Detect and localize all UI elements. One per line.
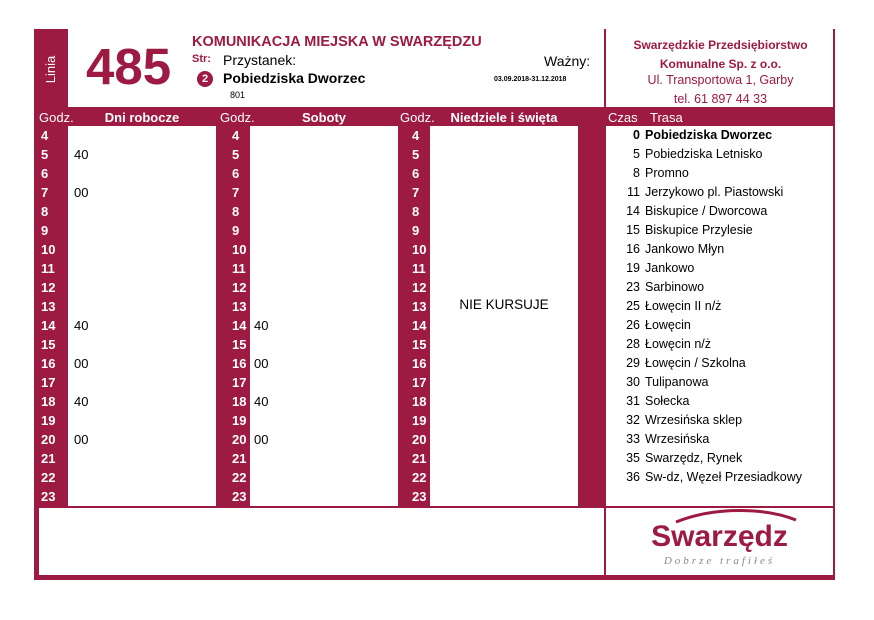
weekday-hour: 8 — [41, 204, 49, 219]
weekday-hour: 9 — [41, 223, 49, 238]
weekday-minute: 40 — [74, 147, 89, 162]
company-divider — [604, 29, 606, 107]
route-stop-name: Sw-dz, Węzeł Przesiadkowy — [645, 470, 802, 484]
trasa-header: Trasa — [650, 110, 683, 125]
saturday-hour: 4 — [232, 128, 240, 143]
route-stop-name: Swarzędz, Rynek — [645, 451, 743, 465]
route-stop — [606, 468, 802, 487]
sunday-minutes-column — [430, 126, 578, 506]
company-line1: Swarzędzkie Przedsiębiorstwo — [633, 38, 808, 52]
saturday-hour: 15 — [232, 337, 247, 352]
saturday-hour: 11 — [232, 261, 246, 276]
czas-header: Czas — [608, 110, 638, 125]
route-stop-name: Łowęcin / Szkolna — [645, 356, 746, 370]
sunday-hour: 12 — [412, 280, 427, 295]
route-stop-name: Pobiedziska Letnisko — [645, 147, 763, 161]
weekday-hour: 18 — [41, 394, 56, 409]
route-stop — [606, 278, 704, 297]
weekday-hour: 14 — [41, 318, 56, 333]
saturday-hour: 6 — [232, 166, 240, 181]
saturday-hour: 20 — [232, 432, 247, 447]
route-stop — [606, 145, 762, 164]
weekday-hour: 10 — [41, 242, 56, 257]
przystanek-label: Przystanek: — [223, 52, 297, 68]
saturday-minutes-column — [250, 126, 398, 506]
route-stop — [606, 202, 767, 221]
route-stop-time: 26 — [626, 318, 640, 332]
weekday-minute: 00 — [74, 432, 89, 447]
weekday-minute: 00 — [74, 356, 89, 371]
line-label: Linia — [43, 55, 59, 83]
route-stop-name: Biskupice / Dworcowa — [645, 204, 768, 218]
company-address: Ul. Transportowa 1, Garby — [647, 73, 794, 87]
saturday-hour: 13 — [232, 299, 247, 314]
weekday-hour: 15 — [41, 337, 56, 352]
route-stop — [606, 126, 772, 145]
weekday-minute: 40 — [74, 318, 89, 333]
valid-dates: 03.09.2018-31.12.2018 — [494, 76, 567, 83]
route-stop-name: Łowęcin n/ż — [645, 337, 712, 351]
valid-label: Ważny: — [544, 53, 591, 69]
route-stop — [606, 354, 746, 373]
saturday-hour: 14 — [232, 318, 247, 333]
timetable-frame — [34, 29, 835, 580]
route-stop-time: 28 — [626, 337, 640, 351]
saturday-minute: 00 — [254, 432, 269, 447]
company-line2: Komunalne Sp. z o.o. — [659, 57, 782, 71]
route-stop-time: 5 — [633, 147, 640, 161]
weekday-hour: 16 — [41, 356, 56, 371]
route-stop-time: 23 — [626, 280, 640, 294]
weekday-hour: 7 — [41, 185, 49, 200]
sunday-hour: 19 — [412, 413, 427, 428]
route-stop-time: 25 — [626, 299, 640, 313]
weekday-hour: 5 — [41, 147, 49, 162]
route-stop — [606, 183, 783, 202]
route-stop-time: 14 — [626, 204, 640, 218]
route-stop-time: 0 — [633, 128, 640, 142]
weekday-hour: 6 — [41, 166, 49, 181]
sunday-hour: 22 — [412, 470, 427, 485]
sunday-hour: 6 — [412, 166, 420, 181]
weekday-minute: 00 — [74, 185, 89, 200]
route-stop-time: 36 — [626, 470, 640, 484]
route-stop — [606, 221, 753, 240]
sunday-header: Niedziele i święta — [450, 110, 558, 125]
route-stop-name: Pobiedziska Dworzec — [645, 128, 773, 142]
route-stop-name: Jankowo — [645, 261, 695, 275]
route-stop-name: Promno — [645, 166, 689, 180]
route-stop-name: Sarbinowo — [645, 280, 705, 294]
weekday-hour: 21 — [41, 451, 56, 466]
sunday-hour: 23 — [412, 489, 427, 504]
weekday-hour: 20 — [41, 432, 56, 447]
saturday-hour: 9 — [232, 223, 240, 238]
route-stop-name: Łowęcin II n/ż — [645, 299, 722, 313]
route-stop-time: 15 — [626, 223, 640, 237]
route-stop-name: Wrzesińska sklep — [645, 413, 743, 427]
route-stop — [606, 430, 709, 449]
route-stop-time: 30 — [626, 375, 640, 389]
route-stop-time: 31 — [626, 394, 640, 408]
sunday-note: NIE KURSUJE — [459, 297, 549, 312]
weekday-header: Dni robocze — [104, 110, 180, 125]
sunday-hour: 14 — [412, 318, 427, 333]
route-stop-name: Jerzykowo pl. Piastowski — [645, 185, 784, 199]
stop-name: Pobiedziska Dworzec — [223, 70, 366, 86]
stop-code: 801 — [230, 90, 246, 100]
route-stop-name: Sołecka — [645, 394, 690, 408]
direction-badge: 2 — [197, 71, 213, 87]
route-stop — [606, 335, 711, 354]
notes-panel — [39, 508, 604, 575]
route-stop-name: Biskupice Przylesie — [645, 223, 753, 237]
sunday-hour: 11 — [412, 261, 426, 276]
sunday-hour: 9 — [412, 223, 420, 238]
weekday-hour: 12 — [41, 280, 56, 295]
logo-tagline: Dobrze trafiłeś — [663, 555, 776, 567]
weekday-hour: 4 — [41, 128, 49, 143]
saturday-hour: 21 — [232, 451, 247, 466]
saturday-hour: 22 — [232, 470, 247, 485]
route-stop-time: 19 — [626, 261, 640, 275]
weekday-hour: 19 — [41, 413, 56, 428]
weekday-hour: 17 — [41, 375, 56, 390]
route-stop — [606, 411, 742, 430]
sunday-hour: 17 — [412, 375, 427, 390]
weekday-hour: 23 — [41, 489, 56, 504]
route-stop-name: Łowęcin — [645, 318, 691, 332]
saturday-hour: 8 — [232, 204, 240, 219]
weekday-hour: 22 — [41, 470, 56, 485]
route-stop-time: 11 — [627, 185, 640, 199]
saturday-header: Soboty — [301, 110, 347, 125]
sunday-hour: 18 — [412, 394, 427, 409]
saturday-hour: 19 — [232, 413, 247, 428]
weekday-minutes-column — [68, 126, 216, 506]
sunday-hour: 15 — [412, 337, 427, 352]
logo-panel — [606, 508, 833, 575]
route-stop — [606, 259, 694, 278]
company-phone: tel. 61 897 44 33 — [673, 92, 768, 106]
route-stop-time: 32 — [626, 413, 640, 427]
weekday-hour: 11 — [41, 261, 55, 276]
line-number: 485 — [86, 38, 172, 95]
sunday-hour: 21 — [412, 451, 427, 466]
route-stop — [606, 164, 689, 183]
route-stop — [606, 297, 721, 316]
saturday-minute: 40 — [254, 318, 269, 333]
sunday-hour-header: Godz. — [400, 110, 435, 125]
header-title: KOMUNIKACJA MIEJSKA W SWARZĘDZU — [192, 34, 482, 50]
route-stop — [606, 240, 724, 259]
saturday-hour: 10 — [232, 242, 247, 257]
weekday-hour: 13 — [41, 299, 56, 314]
route-stop-time: 8 — [633, 166, 640, 180]
route-stop-name: Jankowo Młyn — [645, 242, 725, 256]
saturday-hour: 16 — [232, 356, 247, 371]
company-name — [608, 36, 833, 74]
saturday-hour-header: Godz. — [220, 110, 255, 125]
str-label: Str: — [192, 53, 211, 65]
route-stop-time: 16 — [626, 242, 640, 256]
route-stop — [606, 316, 691, 335]
weekday-hour-header: Godz. — [39, 110, 74, 125]
saturday-minute: 40 — [254, 394, 269, 409]
route-stop — [606, 392, 689, 411]
saturday-hour: 12 — [232, 280, 247, 295]
route-stop — [606, 373, 708, 392]
route-stop-name: Tulipanowa — [645, 375, 709, 389]
sunday-hour: 16 — [412, 356, 427, 371]
saturday-hour: 5 — [232, 147, 240, 162]
logo-name: Swarzędz — [651, 520, 788, 553]
weekday-minute: 40 — [74, 394, 89, 409]
sunday-hour: 8 — [412, 204, 420, 219]
saturday-hour: 18 — [232, 394, 247, 409]
route-stop-name: Wrzesińska — [645, 432, 710, 446]
route-stop-time: 29 — [626, 356, 640, 370]
sunday-hour: 13 — [412, 299, 427, 314]
saturday-hour: 7 — [232, 185, 240, 200]
route-stop — [606, 449, 742, 468]
route-stop-time: 33 — [626, 432, 640, 446]
sunday-hour: 5 — [412, 147, 420, 162]
route-stop-time: 35 — [626, 451, 640, 465]
header-panel — [68, 29, 833, 107]
saturday-hour: 23 — [232, 489, 247, 504]
sunday-hour: 4 — [412, 128, 420, 143]
saturday-hour: 17 — [232, 375, 247, 390]
saturday-minute: 00 — [254, 356, 269, 371]
sunday-hour: 20 — [412, 432, 427, 447]
sunday-hour: 10 — [412, 242, 427, 257]
sunday-hour: 7 — [412, 185, 420, 200]
